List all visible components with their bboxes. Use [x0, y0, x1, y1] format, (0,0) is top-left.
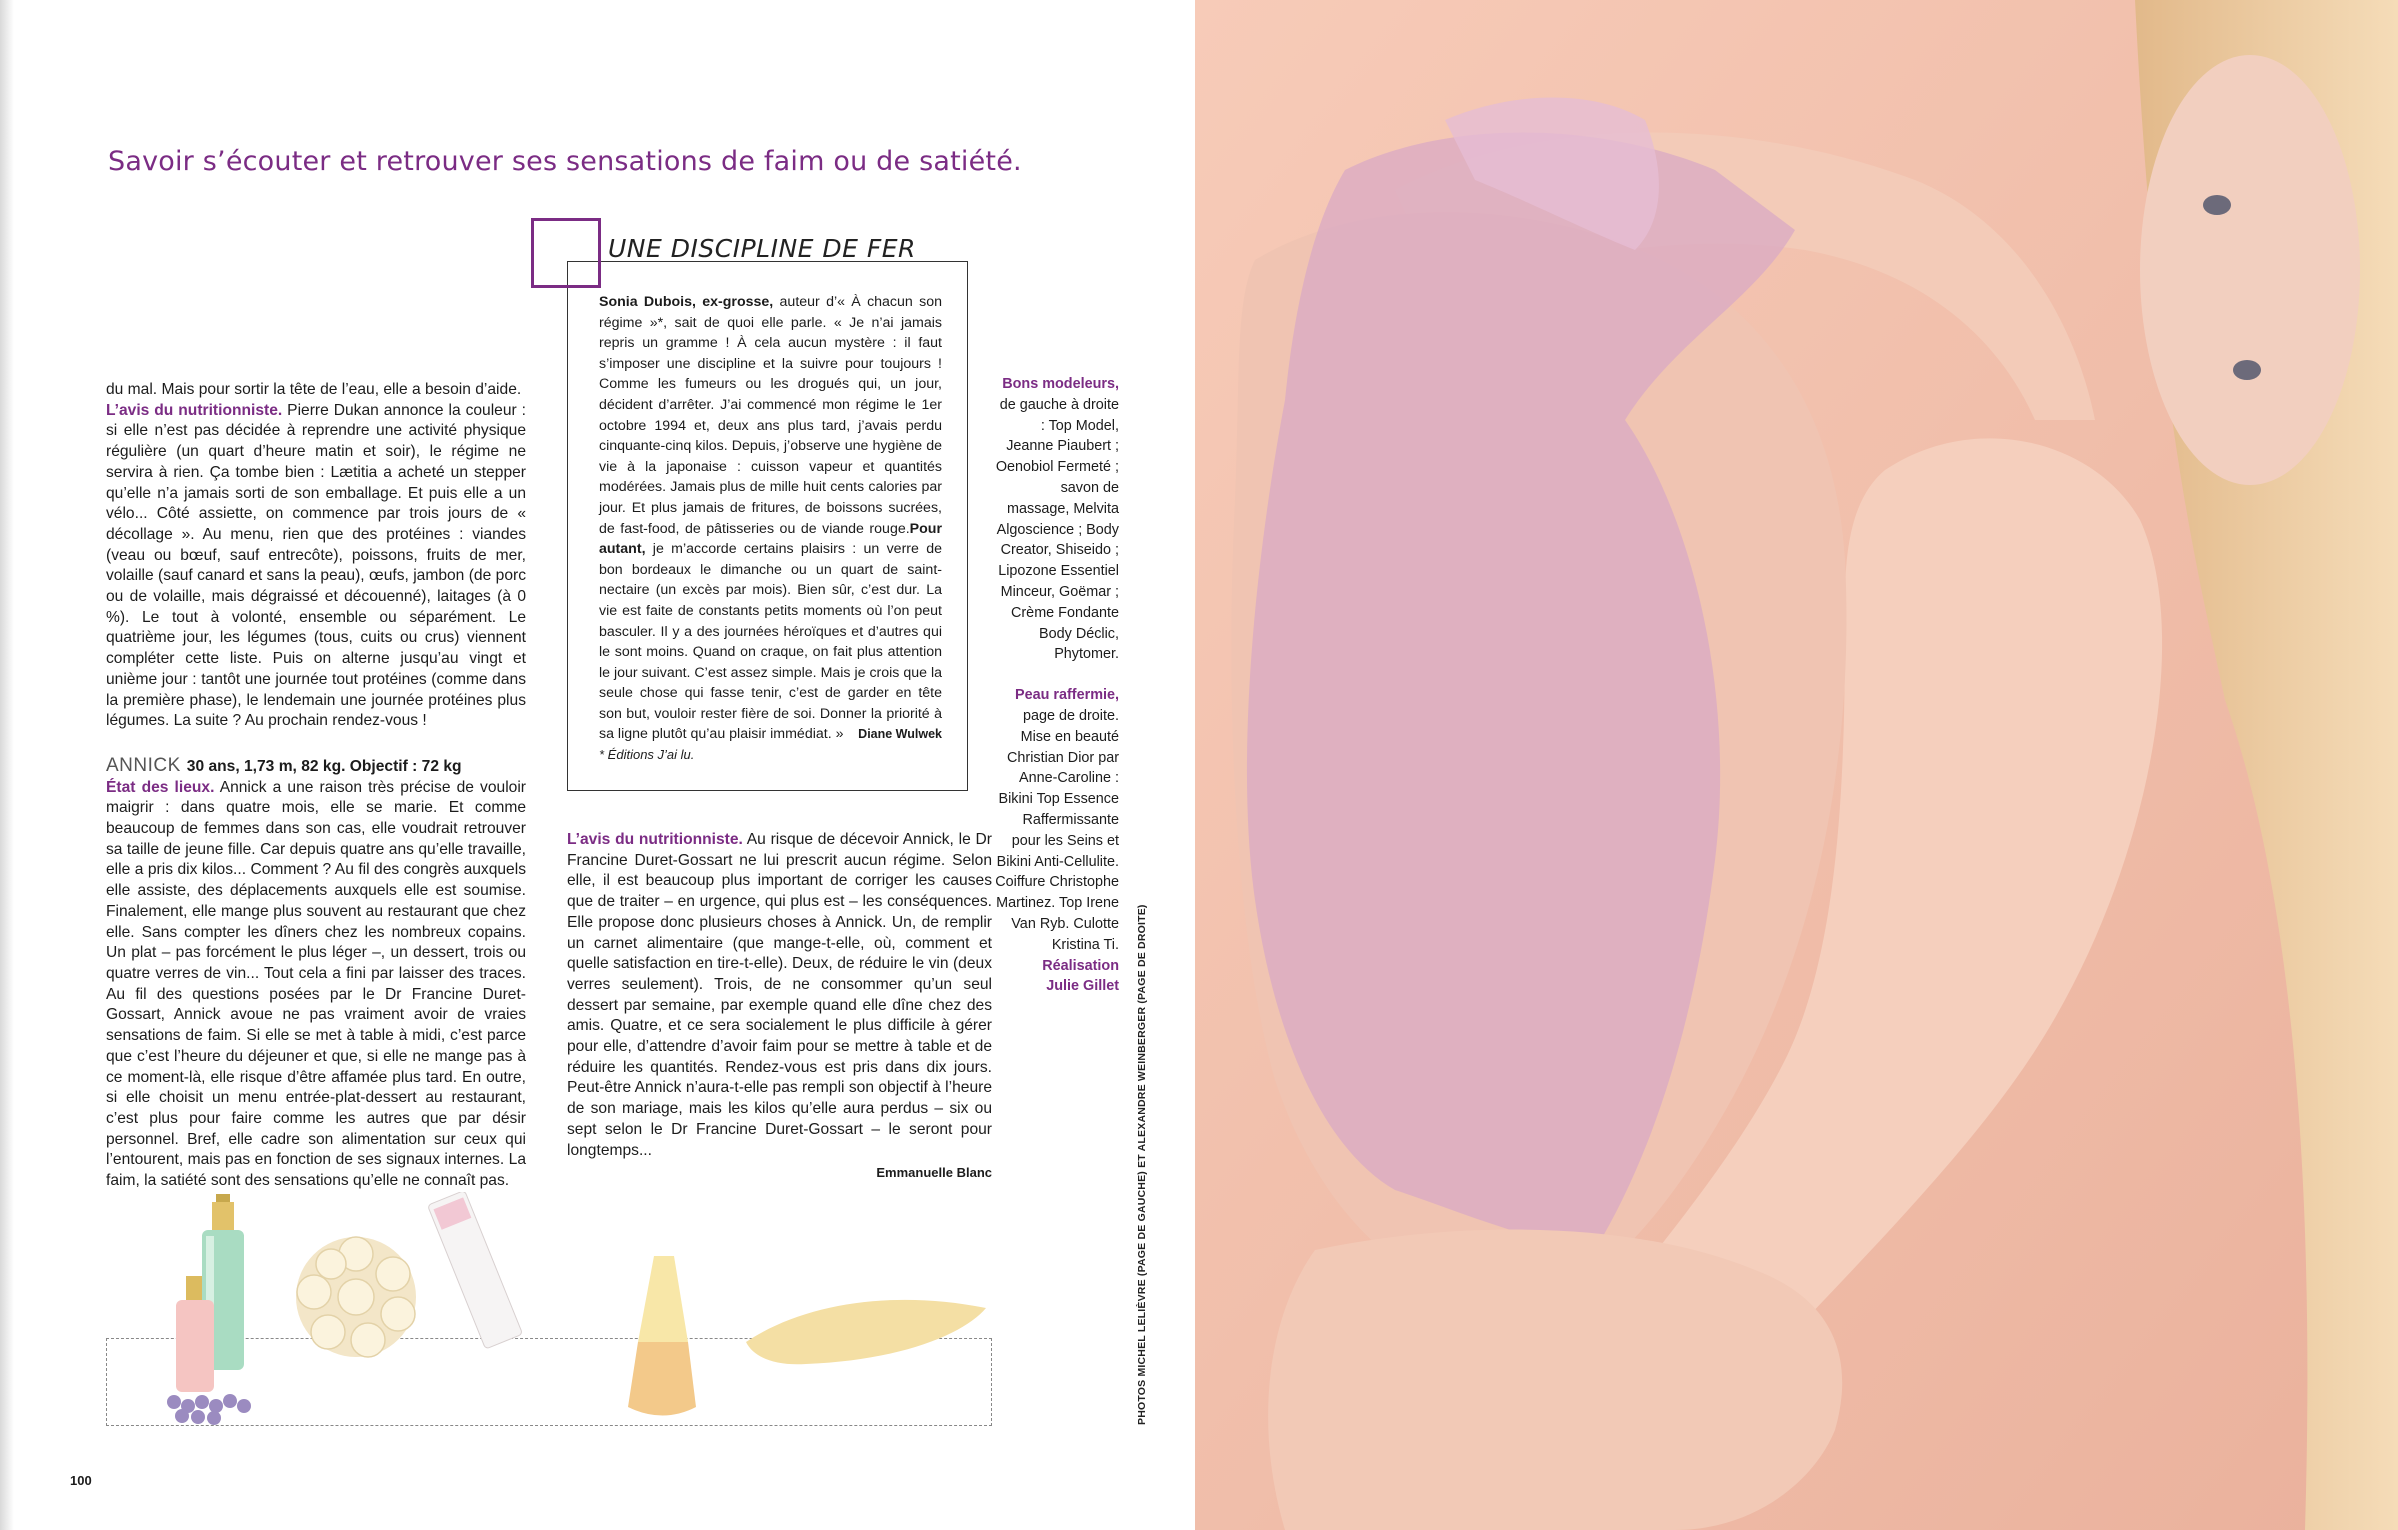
eye-left	[2203, 195, 2231, 215]
sidebar-box-lead-2: Pour autant,	[599, 520, 942, 558]
white-tube	[427, 1192, 522, 1349]
avis-paragraph-laetitia: L’avis du nutritionniste. Pierre Dukan annonce la couleur : si elle n’est pas décidée à reprendre une activité physique régulière (un quart d’heure matin et soir), le régime ne servira à rien. Ça tombe bien : Lætitia a acheté un stepper qu’elle n’a jamais sorti de son emballage. Et puis elle a un vélo... Côté assiette, on commence par trois jours de « décollage ». Au menu, rien que des protéines : viandes (veau ou bœuf, sauf entrecôte), poissons, fruits de mer, volaille (sauf canard et sans la peau), œufs, jambon (de porc ou de volaille, mais dégraissé et découenné), laitages (à 0 %). Le tout à volonté, ensemble ou séparément. Le quatrième jour, les légumes (tous, cuits ou crus) viennent compléter cette liste. Puis on alterne jusqu’au vingt et unième jour : tantôt une journée tout protéines (comme dans la première phase), le lendemain une journée protéines plus légumes. La suite ? Au prochain rendez-vous !	[106, 401, 526, 730]
avis-lead-annick: L’avis du nutritionniste.	[567, 831, 743, 848]
intro-paragraph: du mal. Mais pour sortir la tête de l’eau, elle a besoin d’aide.	[106, 381, 522, 398]
annick-name: ANNICK	[106, 754, 181, 776]
massage-soap	[296, 1237, 416, 1357]
model-photograph	[1195, 0, 2398, 1530]
face	[2140, 55, 2360, 485]
eye-right	[2233, 360, 2261, 380]
photo-illustration	[1195, 0, 2398, 1530]
left-column	[106, 380, 526, 1192]
sidebar-box-title: UNE DISCIPLINE DE FER	[608, 234, 916, 263]
page-gutter-shadow	[0, 0, 14, 1530]
product-illustration-strip	[106, 1192, 994, 1432]
sidebar-box-paragraph: Sonia Dubois, ex-grosse, auteur d’« À chacun son régime »*, sait de quoi elle parle. « Je n’ai jamais repris un gramme ! À cela aucun mystère : il faut s’imposer une discipline et la suivre pour toujours ! Comme les fumeurs ou les drogués qui, un jour, décident d’arrêter. J’ai commencé mon régime le 1er octobre 1994 et, deux ans plus tard, j’avais perdu cinquante-cinq kilos. Depuis, j’observe une hygiène de vie à la japonaise : cuisson vapeur et quantités modérées. Jamais plus de mille huit cents calories par jour. Et plus jamais de fritures, de boissons sucrées, de fast-food, de pâtisseries ou de viande rouge.Pour autant, je m’accorde certains plaisirs : un verre de bon bordeaux le dimanche ou un quart de saint-nectaire (un excès par mois). Bien sûr, c’est dur. La vie est faite de constants petits moments où l’on peut basculer. Il y a des journées héroïques et d’autres qui le sont moins. Quand on craque, on fait plus attention le jour suivant. C’est assez simple. Mais je crois que la seule chose qui fasse tenir, c’est de garder en tête son but, vouloir rester fière de soi. Donner la priorité à sa ligne plutôt qu’au plaisir immédiat. » Diane Wulwek	[599, 292, 942, 745]
avis-paragraph-annick: L’avis du nutritionniste. Au risque de décevoir Annick, le Dr Francine Duret-Gossart ne lui prescrit aucun régime. Selon elle, il est beaucoup plus important de corriger les causes que de traiter – en urgence, qui plus est – les conséquences. Elle propose donc plusieurs choses à Annick. Un, de remplir un carnet alimentaire (que mange-t-elle, où, comment et quelle satisfaction en tire-t-elle). Deux, de réduire le vin (deux verres seulement). Trois, de ne consommer qu’un seul dessert par semaine, par exemple quand elle dîne chez des amis. Quatre, et ce sera socialement le plus difficile à gérer pour elle, d’attendre d’avoir faim pour se mettre à table et de réduire les quantités. Rendez-vous est pris dans dix jours. Peut-être Annick n’aura-t-elle pas rempli son objectif à l’heure de son mariage, mais les kilos qu’elle aura perdus – six ou sept selon le Dr Francine Duret-Gossart – le seront pour longtemps...	[567, 831, 992, 1159]
etat-paragraph: État des lieux. Annick a une raison très précise de vouloir maigrir : dans quatre mois, elle se marie. Et comme beaucoup de femmes dans son cas, elle voudrait retrouver sa taille de jeune fille. Car depuis quatre ans qu’elle travaille, elle a pris dix kilos... Comment ? Au fil des congrès auxquels elle assiste, des déplacements auxquels elle est soumise. Finalement, elle mange plus souvent au restaurant que chez elle. Sans compter les dîners chez les nombreux copains. Un plat – pas forcément le plus léger –, un dessert, trois ou quatre verres de vin... Tout cela a fini par laisser des traces. Au fil des questions posées par le Dr Francine Duret-Gossart, Annick avoue ne pas vraiment avoir de vraies sensations de faim. Si elle se met à table à midi, c’est parce que c’est l’heure du déjeuner et que, si elle ne mange pas à ce moment-là, elle risque d’être affamée plus tard. En outre, si elle choisit un menu entrée-plat-dessert au restaurant, c’est plus pour faire comme les autres que par désir personnel. Bref, elle cadre son alimentation sur ceux qui l’entourent, mais pas en fonction de ses signaux internes. La faim, la satiété sont des sensations qu’elle ne connaît pas.	[106, 778, 526, 1190]
credits-column	[995, 374, 1119, 997]
middle-column-signature: Emmanuelle Blanc	[876, 1165, 992, 1181]
cream-bottle	[628, 1256, 696, 1416]
credits-realisation: Réalisation Julie Gillet	[1042, 957, 1119, 995]
sidebar-box-signature: Diane Wulwek	[858, 727, 942, 742]
annick-heading	[106, 756, 526, 778]
headline: Savoir s’écouter et retrouver ses sensations de faim ou de satiété.	[108, 146, 1022, 177]
sidebar-box-footnote: * Éditions J’ai lu.	[599, 747, 695, 763]
annick-stats: 30 ans, 1,73 m, 82 kg. Objectif : 72 kg	[186, 757, 462, 775]
sidebar-box-body	[599, 292, 942, 766]
hip	[1268, 1230, 1842, 1530]
etat-lead: État des lieux.	[106, 778, 215, 796]
sidebar-box-lead: Sonia Dubois, ex-grosse,	[599, 294, 774, 310]
credits-block-products: Bons modeleurs, de gauche à droite : Top Model, Jeanne Piaubert ; Oenobiol Fermeté ; savon de massage, Melvita Algoscience ; Body Creator, Shiseido ; Lipozone Essentiel Minceur, Goëmar ; Crème Fondante Body Déclic, Phytomer.	[995, 376, 1119, 663]
cream-swatch	[746, 1300, 986, 1364]
page-number: 100	[70, 1473, 92, 1488]
capsules	[167, 1394, 251, 1425]
photo-credit: PHOTOS MICHEL LELIÈVRE (PAGE DE GAUCHE) ET ALEXANDRE WEINBERGER (PAGE DE DROITE)	[1136, 904, 1148, 1425]
avis-lead: L’avis du nutritionniste.	[106, 401, 283, 419]
middle-column	[567, 830, 992, 1184]
credits-block-photo: Peau raffermie, page de droite. Mise en beauté Christian Dior par Anne-Caroline : Bikini Top Essence Raffermissante pour les Seins et Bikini Anti-Cellulite. Coiffure Christophe Martinez. Top Irene Van Ryb. Culotte Kristina Ti.	[995, 687, 1119, 953]
product-illustrations	[106, 1192, 994, 1432]
sidebar-box-square-ornament	[531, 218, 601, 288]
